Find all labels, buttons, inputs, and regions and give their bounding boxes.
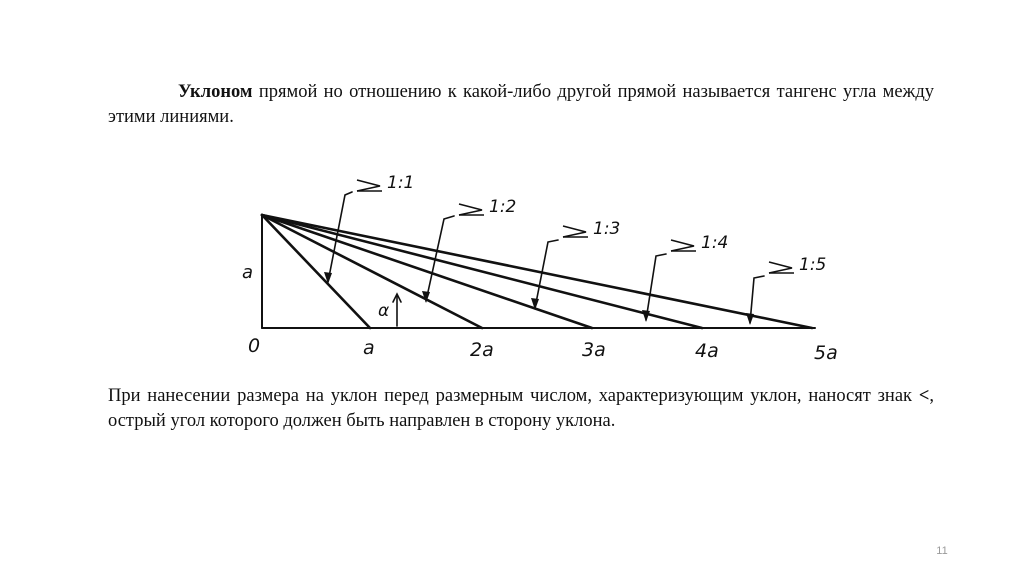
definition-paragraph	[108, 80, 934, 130]
page-number: 11	[936, 545, 948, 557]
base-label-5a: 5a	[814, 342, 838, 364]
base-label-4a: 4a	[695, 340, 719, 362]
height-label: a	[242, 262, 254, 283]
slope-label-1-1: 1:1	[387, 173, 415, 193]
definition-text: прямой но отношению к какой-либо другой прямой называется тангенс угла между этими линиями.	[108, 82, 934, 127]
slope-line-1-1	[262, 215, 370, 328]
arrowhead-1-4	[642, 310, 650, 322]
slope-label-1-3: 1:3	[593, 219, 621, 239]
slope-sign-1-4	[671, 240, 694, 251]
base-label-a: a	[363, 337, 375, 359]
slope-sign-1-5	[769, 262, 792, 273]
slope-label-1-5: 1:5	[799, 255, 827, 275]
slope-line-1-2	[262, 215, 482, 328]
notation-text-start: При нанесении размера на уклон перед размерным числом, характеризующим уклон, наносят знак	[108, 386, 919, 406]
slope-sign-1-3	[563, 226, 586, 237]
slope-sign-1-2	[459, 204, 482, 215]
angle-label: α	[378, 301, 390, 321]
term-bold: Уклоном	[178, 82, 253, 102]
slope-line-1-4	[262, 215, 702, 328]
notation-paragraph	[108, 384, 934, 434]
slope-diagram	[230, 160, 870, 380]
slope-line-1-5	[262, 215, 812, 328]
notation-text-end: , острый угол которого должен быть направлен в сторону уклона.	[108, 386, 934, 431]
origin-label: 0	[248, 335, 261, 357]
slope-label-1-2: 1:2	[489, 197, 517, 217]
arrowhead-1-5	[746, 313, 754, 325]
slope-sign-1-1	[357, 180, 380, 191]
base-label-3a: 3a	[582, 339, 606, 361]
leader-1-4	[646, 254, 666, 320]
slope-label-1-4: 1:4	[701, 233, 729, 253]
base-label-2a: 2a	[470, 339, 494, 361]
slope-sign-symbol: <	[918, 386, 930, 406]
